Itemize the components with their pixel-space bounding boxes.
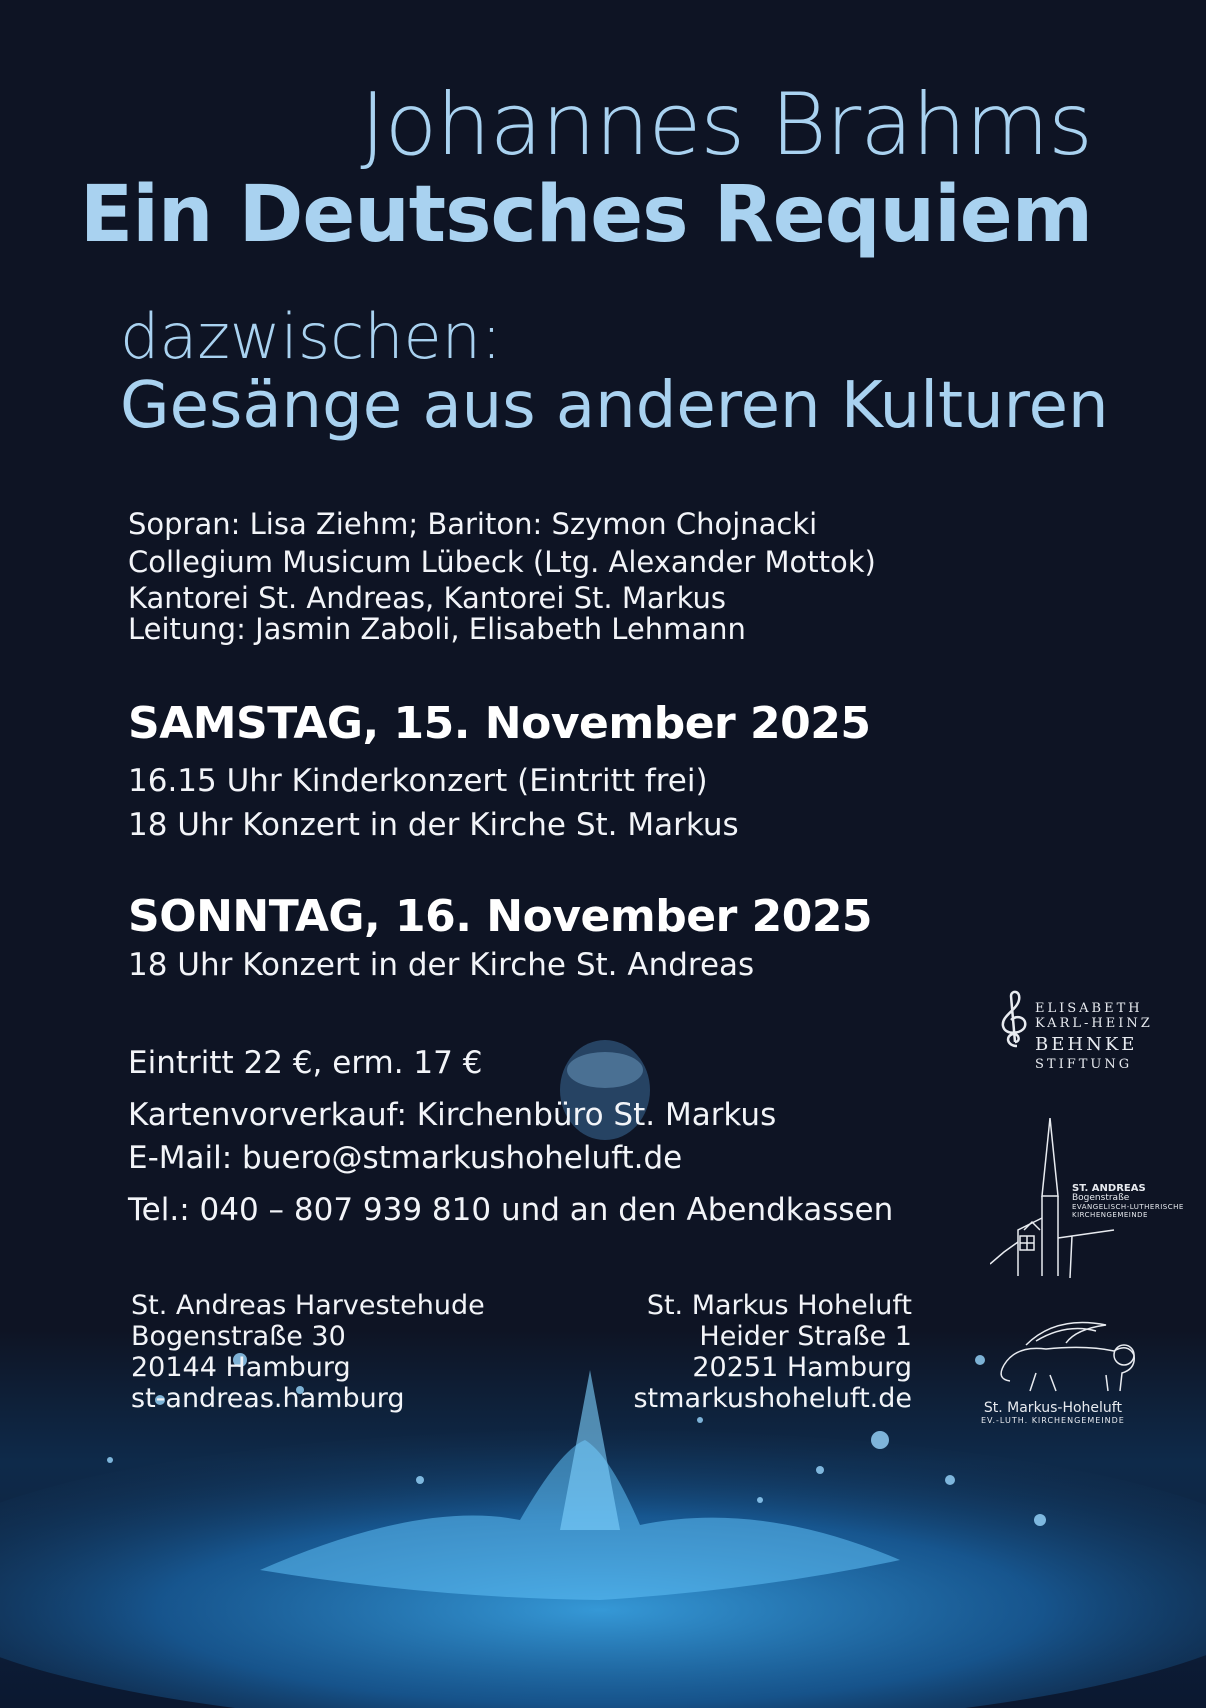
work-title: Ein Deutsches Requiem xyxy=(79,170,1092,260)
logo-text: STIFTUNG xyxy=(1035,1057,1133,1072)
event-line: 18 Uhr Konzert in der Kirche St. Markus xyxy=(128,807,739,843)
logo-text: EV.-LUTH. KIRCHENGEMEINDE xyxy=(981,1416,1125,1426)
logo-text: Bogenstraße xyxy=(1072,1193,1130,1203)
logo-text: KARL-HEINZ xyxy=(1035,1016,1153,1031)
ticket-presale: Kartenvorverkauf: Kirchenbüro St. Markus xyxy=(128,1097,777,1133)
logo-text: KIRCHENGEMEINDE xyxy=(1072,1210,1148,1219)
treble-clef-icon xyxy=(997,990,1033,1048)
logo-text: BEHNKE xyxy=(1035,1034,1138,1055)
logo-text: EVANGELISCH-LUTHERISCHE xyxy=(1072,1202,1184,1211)
ticket-price: Eintritt 22 €, erm. 17 € xyxy=(128,1045,483,1081)
date-heading: SAMSTAG, 15. November 2025 xyxy=(128,698,871,749)
performer-line: Sopran: Lisa Ziehm; Bariton: Szymon Chojnacki xyxy=(128,507,818,541)
address-line: Bogenstraße 30 xyxy=(131,1321,346,1352)
address-st-andreas xyxy=(131,1290,485,1414)
performer-line: Kantorei St. Andreas, Kantorei St. Markus xyxy=(128,581,726,615)
between-work-title: Gesänge aus anderen Kulturen xyxy=(120,369,1109,443)
address-line: St. Markus Hoheluft xyxy=(646,1290,912,1321)
address-line: Heider Straße 1 xyxy=(699,1321,912,1352)
behnke-logo xyxy=(1035,1002,1153,1071)
logo-text: ST. ANDREAS xyxy=(1072,1183,1146,1194)
date-heading: SONNTAG, 16. November 2025 xyxy=(128,891,873,942)
winged-lion-icon xyxy=(996,1315,1142,1395)
ticket-email[interactable]: E-Mail: buero@stmarkushoheluft.de xyxy=(128,1140,683,1176)
between-label: dazwischen: xyxy=(120,300,502,373)
address-line: St. Andreas Harvestehude xyxy=(131,1290,485,1321)
composer-name: Johannes Brahms xyxy=(360,75,1092,175)
address-line: 20144 Hamburg xyxy=(131,1352,351,1383)
address-st-markus xyxy=(633,1290,912,1414)
event-line: 16.15 Uhr Kinderkonzert (Eintritt frei) xyxy=(128,763,708,799)
st-markus-logo xyxy=(981,1400,1125,1425)
logo-text: St. Markus-Hoheluft xyxy=(983,1400,1122,1416)
website-link[interactable]: stmarkushoheluft.de xyxy=(633,1383,912,1414)
ticket-phone: Tel.: 040 – 807 939 810 und an den Abendkassen xyxy=(128,1192,894,1228)
website-link[interactable]: st-andreas.hamburg xyxy=(131,1383,405,1414)
st-andreas-logo xyxy=(1072,1183,1184,1219)
event-line: 18 Uhr Konzert in der Kirche St. Andreas xyxy=(128,947,755,983)
performer-line: Collegium Musicum Lübeck (Ltg. Alexander Mottok) xyxy=(128,545,876,579)
address-line: 20251 Hamburg xyxy=(692,1352,912,1383)
logo-text: ELISABETH xyxy=(1035,1001,1143,1016)
performer-line: Leitung: Jasmin Zaboli, Elisabeth Lehmann xyxy=(128,612,746,646)
